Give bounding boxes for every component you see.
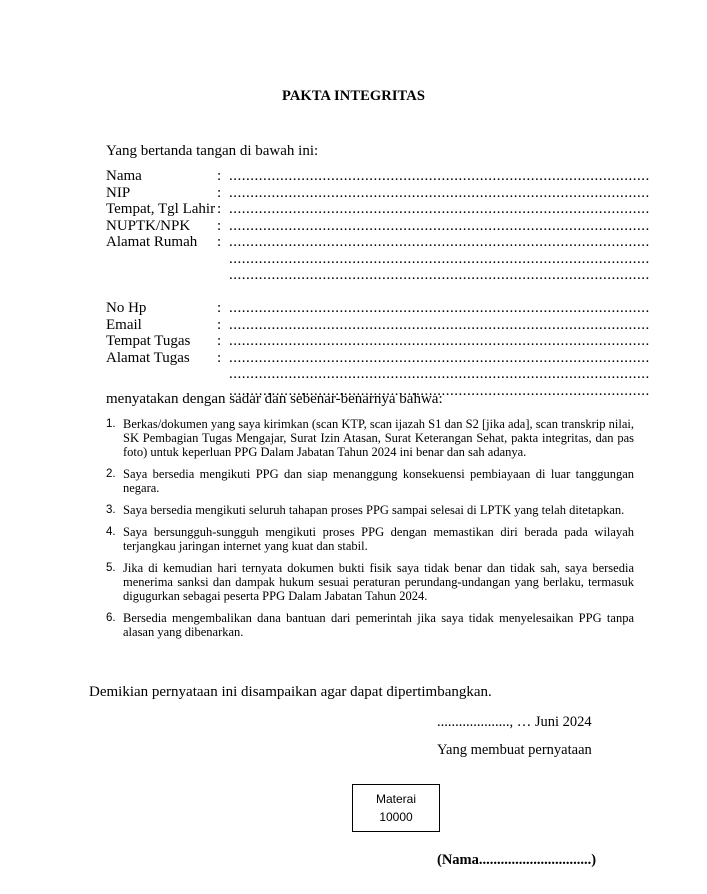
list-item [106, 467, 634, 495]
page-title: PAKTA INTEGRITAS [281, 88, 425, 104]
field-label-empty [106, 366, 217, 383]
field-row-nip[interactable] [106, 184, 650, 202]
list-item [106, 503, 634, 517]
list-item-number: 4. [106, 526, 116, 538]
field-label-nuptk: NUPTK/NPK [106, 217, 191, 234]
field-label-email: Email [106, 316, 142, 333]
field-row-nama[interactable] [106, 168, 650, 185]
field-label-ttl: Tempat, Tgl Lahir [106, 201, 216, 217]
field-label-empty [106, 251, 217, 268]
list-item-number: 1. [106, 418, 116, 430]
list-item-number: 6. [106, 612, 116, 624]
field-blank-alamat-rumah[interactable]: ................................................................................................... [229, 234, 650, 250]
field-row-alamat-rumah[interactable] [106, 234, 650, 251]
materai-label: Materai [375, 792, 416, 806]
field-row-ttl[interactable] [106, 201, 650, 218]
field-blank-nohp[interactable]: ................................................................................................... [229, 300, 650, 316]
declaration-list [106, 417, 634, 647]
list-item-text: Saya bersedia mengikuti PPG dan siap menanggung konsekuensi pembiayaan di luar tanggungan negara. [123, 467, 634, 495]
field-label-empty [106, 267, 217, 284]
field-blank-email[interactable]: ................................................................................................... [229, 316, 650, 333]
field-blank-alamat-tugas-2[interactable]: ................................................................................................... [229, 366, 650, 382]
field-row-alamat-rumah-3[interactable] [106, 267, 650, 284]
field-row-email[interactable] [106, 316, 650, 334]
list-item-number: 2. [106, 468, 116, 480]
field-blank-alamat-tugas[interactable]: ................................................................................................... [229, 349, 650, 366]
declaration-intro: menyatakan dengan sadar dan sebenar-benarnya bahwa: [106, 391, 443, 407]
field-blank-alamat-tugas-3[interactable]: ................................................................................................... [229, 382, 650, 399]
field-blank-alamat-rumah-2[interactable]: ................................................................................................... [229, 250, 650, 267]
field-row-alamat-tugas[interactable] [106, 349, 650, 367]
field-blank-alamat-rumah-3[interactable]: ................................................................................................... [229, 267, 650, 283]
field-label-alamat-tugas: Alamat Tugas [106, 349, 190, 366]
field-blank-nip[interactable]: ................................................................................................... [229, 184, 650, 201]
intro-text: Yang bertanda tangan di bawah ini: [106, 143, 319, 159]
field-colon-empty [217, 251, 229, 268]
signer-label: Yang membuat pernyataan [437, 742, 592, 758]
field-spacer [106, 284, 606, 301]
field-colon-empty [217, 366, 229, 383]
field-row-nohp[interactable] [106, 300, 650, 317]
place-date-line[interactable]: ...................., … Juni 2024 [437, 714, 592, 730]
field-blank-ttl[interactable]: ................................................................................................... [229, 201, 650, 217]
list-item-text: Saya bersedia mengikuti seluruh tahapan proses PPG sampai selesai di LPTK yang telah ditetapkan. [123, 503, 625, 517]
name-signature-line[interactable]: (Nama...............................) [437, 852, 597, 868]
field-colon: : [217, 300, 222, 316]
field-row-nuptk[interactable] [106, 217, 650, 235]
field-label-alamat-rumah: Alamat Rumah [106, 234, 198, 250]
field-colon: : [217, 234, 222, 250]
field-colon-empty [217, 267, 229, 284]
list-item-number: 3. [106, 504, 116, 516]
field-row-alamat-tugas-2[interactable] [106, 366, 650, 383]
field-blank-nuptk[interactable]: ................................................................................................... [229, 217, 650, 234]
materai-stamp-box [352, 784, 440, 832]
field-colon: : [217, 168, 222, 184]
materai-value: 10000 [379, 810, 413, 824]
field-colon: : [217, 316, 222, 333]
list-item-text: Berkas/dokumen yang saya kirimkan (scan KTP, scan ijazah S1 dan S2 [jika ada], scan transkrip nilai, SK Pembagian Tugas Mengajar, Surat Izin Atasan, Surat Keterangan Sehat, pakta integritas, dan pas foto) untuk keperluan PPG Dalam Jabatan Tahun 2024 ini benar dan sah adanya. [123, 417, 634, 459]
list-item-text: Saya bersungguh-sungguh mengikuti proses PPG dengan memastikan diri berada pada wilayah terjangkau jaringan internet yang kuat dan stabil. [123, 525, 634, 553]
field-label-nohp: No Hp [106, 300, 147, 316]
field-label-tempat-tugas: Tempat Tugas [106, 333, 191, 349]
list-item-text: Jika di kemudian hari ternyata dokumen bukti fisik saya tidak benar dan tidak sah, saya bersedia menerima sanksi dan dampak hukum sesuai peraturan perundang-undangan yang berlaku, termasuk digugurkan sebagai peserta PPG Dalam Jabatan Tahun 2024. [123, 561, 634, 603]
field-blank-nama[interactable]: ................................................................................................... [229, 168, 650, 184]
field-colon: : [217, 201, 222, 217]
list-item [106, 611, 634, 639]
field-label-nama: Nama [106, 168, 142, 184]
field-colon: : [217, 184, 222, 201]
list-item [106, 525, 634, 553]
list-item-number: 5. [106, 562, 116, 574]
field-row-tempat-tugas[interactable] [106, 333, 650, 350]
field-colon: : [217, 333, 222, 349]
field-colon: : [217, 217, 222, 234]
field-row-alamat-rumah-2[interactable] [106, 250, 650, 268]
field-colon: : [217, 349, 222, 366]
field-blank-tempat-tugas[interactable]: ................................................................................................... [229, 333, 650, 349]
list-item [106, 561, 634, 603]
field-label-nip: NIP [106, 184, 131, 201]
list-item [106, 417, 634, 459]
list-item-text: Bersedia mengembalikan dana bantuan dari pemerintah jika saya tidak menyelesaikan PPG tanpa alasan yang dibenarkan. [123, 611, 634, 639]
identity-fields [106, 168, 650, 399]
closing-statement: Demikian pernyataan ini disampaikan agar dapat dipertimbangkan. [89, 684, 492, 700]
